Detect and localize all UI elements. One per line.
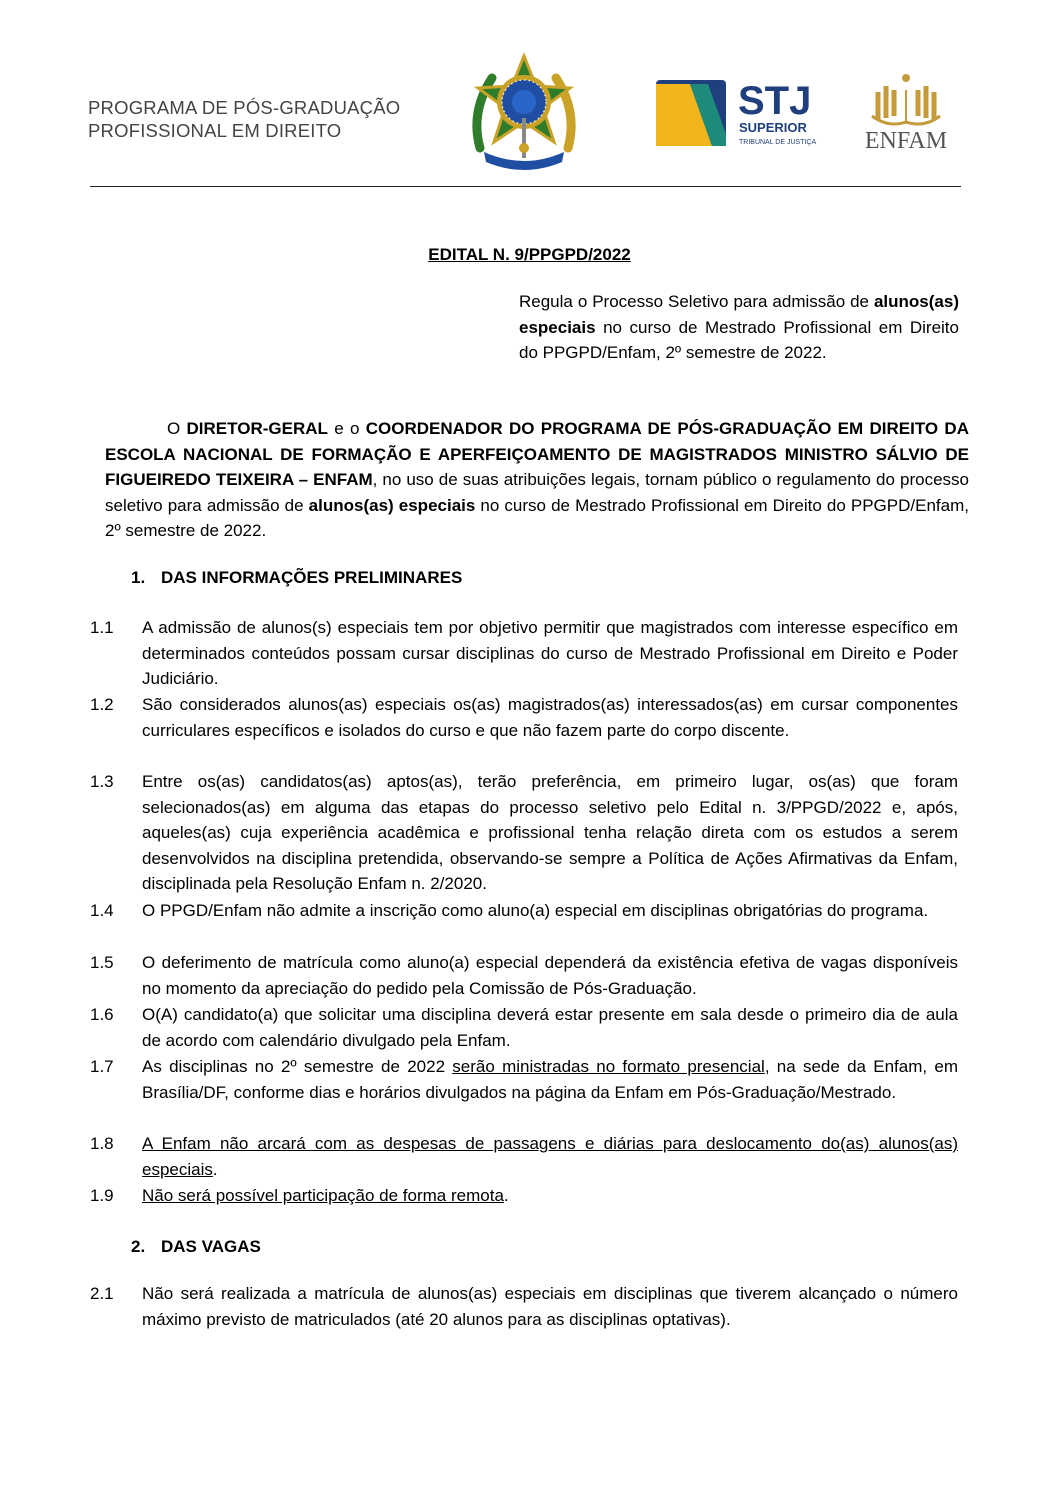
item-number: 1.6 [90, 1005, 114, 1024]
stj-logo-text: STJ [738, 79, 812, 123]
preamble-text-1: O [167, 419, 187, 438]
item-text: A admissão de alunos(s) especiais tem por objetivo permitir que magistrados com interesse específico em determinados conteúdos possam cursar disciplinas do curso de Mestrado Profissional em Direito e Poder Judiciário. [142, 618, 958, 688]
list-item [90, 769, 958, 897]
enfam-logo-text: ENFAM [864, 128, 948, 152]
list-item [90, 950, 958, 1001]
list-item [90, 1054, 958, 1105]
header-divider [90, 186, 961, 187]
item-number: 1.8 [90, 1134, 114, 1153]
item-text: As disciplinas no 2º semestre de 2022 serão ministradas no formato presencial, na sede da Enfam, em Brasília/DF, conforme dias e horários divulgados na página da Enfam em Pós-Graduação/Mestrado. [142, 1057, 958, 1102]
underlined-text: Não será possível participação de forma remota [142, 1186, 504, 1205]
section-2-heading [131, 1236, 261, 1258]
item-text: O PPGD/Enfam não admite a inscrição como aluno(a) especial em disciplinas obrigatórias do programa. [142, 901, 929, 920]
item-number: 1.1 [90, 618, 114, 637]
program-name [88, 96, 400, 142]
preamble-bold-3: alunos(as) especiais [308, 495, 476, 515]
item-number: 1.7 [90, 1057, 114, 1076]
program-name-line1: PROGRAMA DE PÓS-GRADUAÇÃO [88, 97, 401, 118]
section-1-number: 1. [131, 568, 146, 587]
ementa-bold: alunos(as) especiais [519, 292, 959, 337]
section-2-title: DAS VAGAS [161, 1237, 261, 1256]
list-item [90, 1183, 958, 1209]
item-number: 1.3 [90, 772, 114, 791]
list-item [90, 615, 958, 692]
brazil-coat-of-arms-icon [466, 52, 582, 170]
underlined-text: serão ministradas no formato presencial [452, 1057, 765, 1076]
item-text: Não será possível participação de forma remota. [142, 1186, 509, 1205]
list-item [90, 898, 958, 924]
preamble-bold-2: COORDENADOR DO PROGRAMA DE PÓS-GRADUAÇÃO EM DIREITO DA ESCOLA NACIONAL DE FORMAÇÃO E APERFEIÇOAMENTO DE MAGISTRADOS MINISTRO SÁLVIO DE FIGUEIREDO TEIXEIRA – ENFAM [105, 419, 969, 489]
stj-logo [656, 76, 826, 150]
underlined-text: A Enfam não arcará com as despesas de passagens e diárias para deslocamento do(as) alunos(as) especiais [142, 1134, 958, 1179]
preamble-bold-1: DIRETOR-GERAL [186, 419, 328, 438]
item-text: A Enfam não arcará com as despesas de passagens e diárias para deslocamento do(as) alunos(as) especiais. [142, 1134, 958, 1179]
item-text: Entre os(as) candidatos(as) aptos(as), terão preferência, em primeiro lugar, os(as) que foram selecionados(as) em alguma das etapas do processo seletivo pelo Edital n. 3/PPGD/2022 e, após, aqueles(as) cuja experiência acadêmica e profissional tenha relação direta com os estudos a serem desenvolvidos na disciplina pretendida, observando-se sempre a Política de Ações Afirmativas da Enfam, disciplinada pela Resolução Enfam n. 2/2020. [142, 772, 958, 893]
stj-logo-sub2: TRIBUNAL DE JUSTIÇA [739, 139, 817, 146]
item-number: 1.9 [90, 1186, 114, 1205]
list-item [90, 1131, 958, 1182]
preamble-paragraph [105, 416, 969, 544]
ementa-text-1: Regula o Processo Seletivo para admissão de [519, 292, 874, 311]
section-1-title: DAS INFORMAÇÕES PRELIMINARES [161, 568, 463, 587]
program-name-line2: PROFISSIONAL EM DIREITO [88, 120, 342, 141]
item-text: São considerados alunos(as) especiais os(as) magistrados(as) interessados(as) em cursar componentes curriculares específicos e isolados do curso e que não fazem parte do corpo discente. [142, 695, 958, 740]
ementa [519, 289, 959, 366]
stj-logo-sub1: SUPERIOR [739, 120, 807, 135]
item-text: O(A) candidato(a) que solicitar uma disciplina deverá estar presente em sala desde o primeiro dia de aula de acordo com calendário divulgado pela Enfam. [142, 1005, 958, 1050]
preamble-text-3: , no uso de suas atribuições legais, tornam público o regulamento do processo seletivo para admissão de [105, 470, 969, 515]
document-title-text: EDITAL N. 9/PPGPD/2022 [428, 245, 631, 264]
document-title [0, 244, 1059, 266]
item-text: Não será realizada a matrícula de alunos(as) especiais em disciplinas que tiverem alcançado o número máximo previsto de matriculados (até 20 alunos para as disciplinas optativas). [142, 1284, 958, 1329]
preamble-text-2: e o [327, 419, 366, 438]
list-item [90, 692, 958, 743]
list-item [90, 1281, 958, 1332]
section-1-heading [131, 567, 462, 589]
item-number: 1.5 [90, 953, 114, 972]
preamble-text-4: no curso de Mestrado Profissional em Direito do PPGPD/Enfam, 2º semestre de 2022. [105, 495, 969, 540]
enfam-logo [858, 70, 954, 152]
item-number: 1.4 [90, 901, 114, 920]
ementa-text-2: no curso de Mestrado Profissional em Direito do PPGPD/Enfam, 2º semestre de 2022. [519, 317, 959, 362]
list-item [90, 1002, 958, 1053]
item-number: 2.1 [90, 1284, 114, 1303]
item-number: 1.2 [90, 695, 114, 714]
item-text: O deferimento de matrícula como aluno(a) especial dependerá da existência efetiva de vagas disponíveis no momento da apreciação do pedido pela Comissão de Pós-Graduação. [142, 953, 958, 998]
section-2-number: 2. [131, 1237, 146, 1256]
